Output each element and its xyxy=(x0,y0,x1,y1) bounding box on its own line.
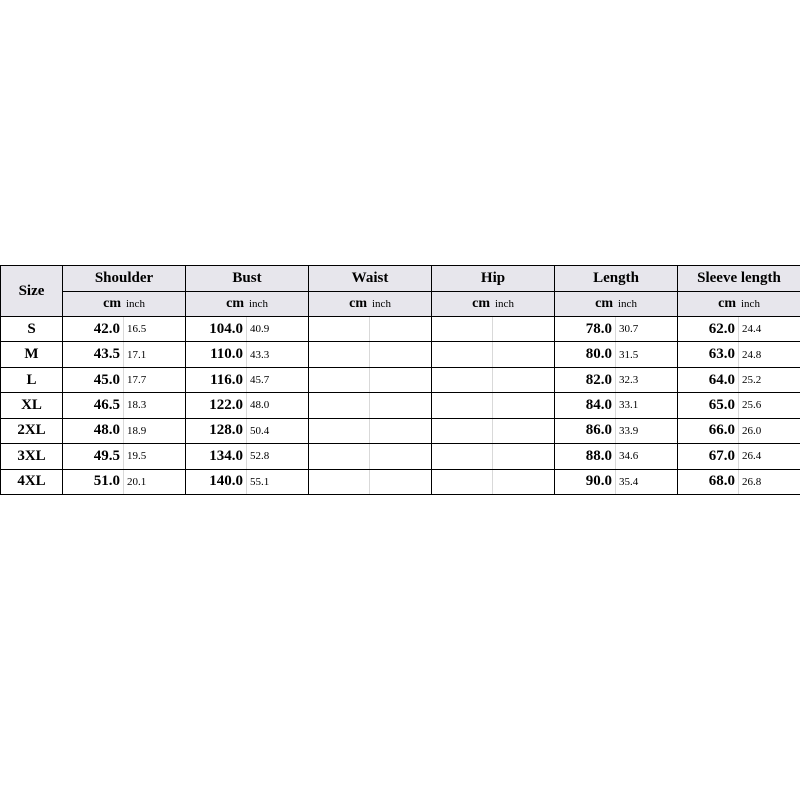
measure-cell-hip xyxy=(432,317,555,342)
table-row xyxy=(1,469,800,494)
inch-value xyxy=(493,419,554,443)
cm-value: 86.0 xyxy=(555,419,616,443)
cm-value xyxy=(432,444,493,468)
cm-value: 42.0 xyxy=(63,317,124,341)
measure-cell-shoulder xyxy=(63,393,186,418)
measure-cell-hip xyxy=(432,469,555,494)
cm-value: 49.5 xyxy=(63,444,124,468)
unit-inch-label: inch xyxy=(372,298,391,310)
unit-inch-label: inch xyxy=(495,298,514,310)
measure-cell-length xyxy=(555,342,678,367)
measure-cell-shoulder xyxy=(63,317,186,342)
unit-cell xyxy=(432,292,555,317)
cm-value xyxy=(432,393,493,417)
column-header-waist: Waist xyxy=(309,266,432,292)
size-chart-table xyxy=(0,265,800,495)
cm-value xyxy=(309,368,370,392)
table-body xyxy=(1,317,800,495)
cm-value xyxy=(309,419,370,443)
inch-value: 34.6 xyxy=(619,450,639,463)
inch-value: 43.3 xyxy=(250,348,270,361)
measure-cell-length xyxy=(555,393,678,418)
inch-value: 17.1 xyxy=(127,348,147,361)
unit-cell xyxy=(555,292,678,317)
cm-value xyxy=(309,342,370,366)
inch-value xyxy=(493,317,554,341)
cm-value: 46.5 xyxy=(63,393,124,417)
unit-cell xyxy=(678,292,800,317)
cm-value: 48.0 xyxy=(63,419,124,443)
inch-value: 16.5 xyxy=(127,323,147,336)
table-row xyxy=(1,317,800,342)
cm-value: 80.0 xyxy=(555,342,616,366)
cm-value: 62.0 xyxy=(678,317,739,341)
column-header-hip: Hip xyxy=(432,266,555,292)
inch-value xyxy=(370,470,431,494)
cm-value xyxy=(309,444,370,468)
cm-value: 45.0 xyxy=(63,368,124,392)
inch-value: 17.7 xyxy=(127,374,147,387)
cm-value: 78.0 xyxy=(555,317,616,341)
table-row xyxy=(1,444,800,469)
measure-cell-hip xyxy=(432,393,555,418)
measure-cell-bust xyxy=(186,444,309,469)
cm-value xyxy=(432,368,493,392)
measure-cell-shoulder xyxy=(63,418,186,443)
measure-cell-waist xyxy=(309,469,432,494)
cm-value xyxy=(309,317,370,341)
unit-cm-label: cm xyxy=(718,296,736,311)
inch-value: 45.7 xyxy=(250,374,270,387)
inch-value: 32.3 xyxy=(619,374,639,387)
size-label: XL xyxy=(1,393,63,418)
cm-value xyxy=(309,470,370,494)
inch-value: 20.1 xyxy=(127,475,147,488)
measure-cell-hip xyxy=(432,444,555,469)
unit-inch-label: inch xyxy=(249,298,268,310)
measure-cell-sleeve xyxy=(678,418,800,443)
cm-value: 51.0 xyxy=(63,470,124,494)
size-label: 2XL xyxy=(1,418,63,443)
measure-cell-shoulder xyxy=(63,342,186,367)
inch-value: 40.9 xyxy=(250,323,270,336)
inch-value: 48.0 xyxy=(250,399,270,412)
size-column-header: Size xyxy=(1,266,63,317)
cm-value: 67.0 xyxy=(678,444,739,468)
table-row xyxy=(1,367,800,392)
inch-value: 19.5 xyxy=(127,450,147,463)
measure-cell-hip xyxy=(432,342,555,367)
unit-cm-label: cm xyxy=(595,296,613,311)
inch-value: 52.8 xyxy=(250,450,270,463)
unit-inch-label: inch xyxy=(741,298,760,310)
cm-value: 82.0 xyxy=(555,368,616,392)
table-row xyxy=(1,418,800,443)
size-label: L xyxy=(1,367,63,392)
cm-value: 104.0 xyxy=(186,317,247,341)
measure-cell-shoulder xyxy=(63,444,186,469)
measure-cell-waist xyxy=(309,393,432,418)
size-label: M xyxy=(1,342,63,367)
measure-cell-shoulder xyxy=(63,469,186,494)
unit-cell xyxy=(63,292,186,317)
inch-value: 30.7 xyxy=(619,323,639,336)
cm-value: 88.0 xyxy=(555,444,616,468)
measure-cell-length xyxy=(555,317,678,342)
measure-cell-hip xyxy=(432,367,555,392)
inch-value xyxy=(493,444,554,468)
measure-cell-bust xyxy=(186,367,309,392)
inch-value: 31.5 xyxy=(619,348,639,361)
measure-cell-shoulder xyxy=(63,367,186,392)
measure-cell-bust xyxy=(186,469,309,494)
inch-value: 26.4 xyxy=(742,450,762,463)
size-label: 3XL xyxy=(1,444,63,469)
inch-value: 55.1 xyxy=(250,475,270,488)
inch-value: 26.0 xyxy=(742,424,762,437)
cm-value xyxy=(309,393,370,417)
cm-value: 110.0 xyxy=(186,342,247,366)
measure-cell-waist xyxy=(309,317,432,342)
measure-cell-waist xyxy=(309,444,432,469)
measure-cell-waist xyxy=(309,342,432,367)
measure-cell-sleeve xyxy=(678,367,800,392)
unit-cm-label: cm xyxy=(226,296,244,311)
measure-cell-sleeve xyxy=(678,393,800,418)
cm-value xyxy=(432,317,493,341)
inch-value xyxy=(370,368,431,392)
inch-value: 18.3 xyxy=(127,399,147,412)
inch-value: 18.9 xyxy=(127,424,147,437)
measure-cell-waist xyxy=(309,418,432,443)
inch-value xyxy=(370,444,431,468)
inch-value: 24.4 xyxy=(742,323,762,336)
measure-cell-bust xyxy=(186,317,309,342)
inch-value: 24.8 xyxy=(742,348,762,361)
measure-cell-bust xyxy=(186,418,309,443)
cm-value: 66.0 xyxy=(678,419,739,443)
cm-value: 68.0 xyxy=(678,470,739,494)
measure-cell-sleeve xyxy=(678,317,800,342)
unit-cell xyxy=(186,292,309,317)
measure-cell-hip xyxy=(432,418,555,443)
cm-value: 84.0 xyxy=(555,393,616,417)
column-header-bust: Bust xyxy=(186,266,309,292)
column-header-sleeve-length: Sleeve length xyxy=(678,266,800,292)
inch-value: 33.1 xyxy=(619,399,639,412)
cm-value: 128.0 xyxy=(186,419,247,443)
size-label: S xyxy=(1,317,63,342)
unit-row xyxy=(1,292,800,317)
table-row xyxy=(1,342,800,367)
measure-cell-length xyxy=(555,418,678,443)
measure-cell-bust xyxy=(186,393,309,418)
inch-value xyxy=(370,342,431,366)
table-row xyxy=(1,393,800,418)
measure-cell-bust xyxy=(186,342,309,367)
inch-value: 50.4 xyxy=(250,424,270,437)
unit-inch-label: inch xyxy=(618,298,637,310)
cm-value: 43.5 xyxy=(63,342,124,366)
column-header-shoulder: Shoulder xyxy=(63,266,186,292)
unit-cm-label: cm xyxy=(349,296,367,311)
inch-value: 35.4 xyxy=(619,475,639,488)
inch-value xyxy=(493,470,554,494)
measure-cell-sleeve xyxy=(678,342,800,367)
unit-cm-label: cm xyxy=(472,296,490,311)
inch-value xyxy=(493,393,554,417)
cm-value: 134.0 xyxy=(186,444,247,468)
cm-value: 122.0 xyxy=(186,393,247,417)
measure-cell-waist xyxy=(309,367,432,392)
inch-value xyxy=(493,342,554,366)
unit-cm-label: cm xyxy=(103,296,121,311)
cm-value: 116.0 xyxy=(186,368,247,392)
inch-value: 33.9 xyxy=(619,424,639,437)
inch-value: 25.6 xyxy=(742,399,762,412)
inch-value: 26.8 xyxy=(742,475,762,488)
cm-value xyxy=(432,470,493,494)
inch-value xyxy=(493,368,554,392)
inch-value xyxy=(370,317,431,341)
unit-cell xyxy=(309,292,432,317)
cm-value xyxy=(432,342,493,366)
measure-cell-sleeve xyxy=(678,444,800,469)
inch-value: 25.2 xyxy=(742,374,762,387)
cm-value: 63.0 xyxy=(678,342,739,366)
measure-cell-sleeve xyxy=(678,469,800,494)
unit-inch-label: inch xyxy=(126,298,145,310)
inch-value xyxy=(370,393,431,417)
measure-cell-length xyxy=(555,469,678,494)
cm-value xyxy=(432,419,493,443)
size-label: 4XL xyxy=(1,469,63,494)
cm-value: 64.0 xyxy=(678,368,739,392)
measure-cell-length xyxy=(555,367,678,392)
cm-value: 90.0 xyxy=(555,470,616,494)
cm-value: 65.0 xyxy=(678,393,739,417)
inch-value xyxy=(370,419,431,443)
measure-cell-length xyxy=(555,444,678,469)
header-row xyxy=(1,266,800,292)
column-header-length: Length xyxy=(555,266,678,292)
cm-value: 140.0 xyxy=(186,470,247,494)
